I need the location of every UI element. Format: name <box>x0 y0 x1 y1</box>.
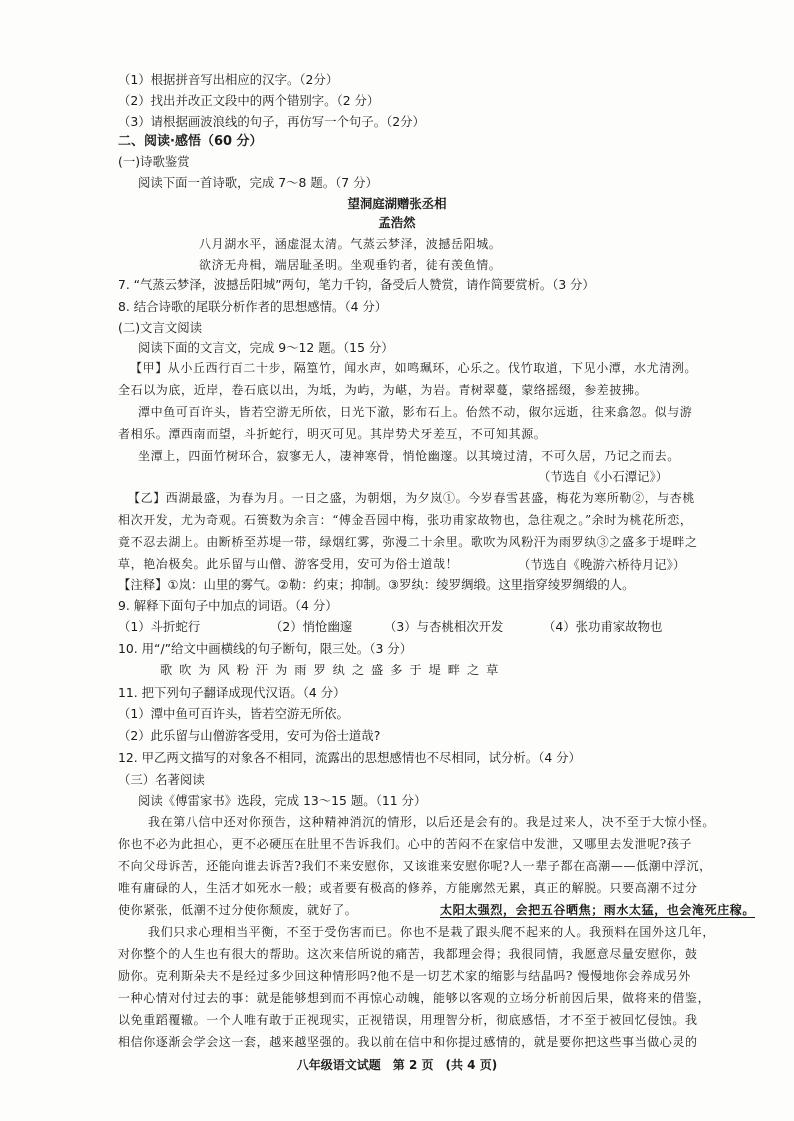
letter-line-9: 一种心情对付过去的事：就是能够想到而不再惊心动魄，能够以客观的立场分析前因后果，做将来的借鉴， <box>118 991 711 1005</box>
subsection-poetry: (一)诗歌鉴赏 <box>118 154 190 169</box>
question-9-item-1: （1）斗折蛇行 <box>118 619 201 634</box>
question-9: 9. 解释下面句子中加点的词语。（4 分） <box>118 598 338 613</box>
question-8: 8. 结合诗歌的尾联分析作者的思想感情。（4 分） <box>118 299 388 314</box>
passage-jia-line-3: 潭中鱼可百许头，皆若空游无所依，日光下澈，影布石上。佁然不动，俶尔远逝，往来翕忽。似与游 <box>138 405 693 419</box>
letter-line-7: 对你整个的人生也有很大的帮助。这次来信所说的痛苦，我都理会得；我很同情，我愿意尽量安慰你，鼓 <box>118 947 698 961</box>
letter-line-1: 我在第八信中还对你预告，这种精神消沉的情形，以后还是会有的。我是过来人，决不至于大惊小怪。 <box>148 815 716 829</box>
question-12: 12. 甲乙两文描写的对象各不相同，流露出的思想感情也不尽相同，试分析。（4 分） <box>118 750 581 765</box>
letter-line-8: 励你。克利斯朵夫不是经过多少回这种情形吗?他不是一切艺术家的缩影与结晶吗? 慢慢地你会养成另外 <box>118 969 691 983</box>
poem-author: 孟浩然 <box>378 215 416 230</box>
question-11-item-2: （2）此乐留与山僧游客受用，安可为俗士道哉? <box>118 728 381 743</box>
poem-line-1: 八月湖水平，涵虚混太清。气蒸云梦泽，波撼岳阳城。 <box>199 237 502 251</box>
passage-jia-line-4: 者相乐。潭西南而望，斗折蛇行，明灭可见。其岸势犬牙差互，不可知其源。 <box>118 427 547 441</box>
question-9-item-2: （2）悄怆幽邃 <box>270 619 353 634</box>
passage-jia-line-5: 坐潭上，四面竹树环合，寂寥无人，凄神寒骨，悄怆幽邃。以其境过清，不可久居，乃记之而去。 <box>138 449 680 463</box>
question-9-item-4: （4）张功甫家故物也 <box>543 619 663 634</box>
classical-instruction: 阅读下面的文言文，完成 9～12 题。（15 分） <box>138 340 394 355</box>
question-9-item-3: （3）与杏桃相次开发 <box>384 619 504 634</box>
question-6-2: （2）找出并改正文段中的两个错别字。（2 分） <box>118 93 380 108</box>
classics-instruction: 阅读《傅雷家书》选段，完成 13～15 题。（11 分） <box>138 793 427 808</box>
passage-jia-source: （节选自《小石潭记》） <box>538 469 669 484</box>
letter-line-6: 我们只求心理相当平衡，不至于受伤害而已。你也不是栽了跟头爬不起来的人。我预料在国外这几年， <box>148 925 716 939</box>
passage-yi-line-1: 【乙】西湖最盛，为春为月。一日之盛，为朝烟，为夕岚①。今岁春雪甚盛，梅花为寒所勒②，与杏桃 <box>128 491 696 505</box>
passage-jia-line-1: 【甲】从小丘西行百二十步，隔篁竹，闻水声，如鸣珮环，心乐之。伐竹取道，下见小潭，水尤清洌。 <box>130 361 698 375</box>
passage-yi-line-2: 相次开发，尤为奇观。石篑数为余言：“傅金吾园中梅，张功甫家故物也，急往观之。”余时为桃花所恋， <box>118 513 693 527</box>
question-6-3: （3）请根据画波浪线的句子，再仿写一个句子。（2分） <box>118 114 425 129</box>
letter-line-2: 你也不必为此担心，更不必硬压在肚里不告诉我们。心中的苦闷不在家信中发泄，又哪里去发泄呢?孩子 <box>118 837 693 851</box>
passage-yi-line-3: 竟不忍去湖上。由断桥至苏堤一带，绿烟红雾，弥漫二十余里。歌吹为风粉汗为雨罗纨③之盛多于堤畔之 <box>118 535 698 549</box>
question-10: 10. 用“/”给文中画横线的句子断句，限三处。（3 分） <box>118 641 413 656</box>
letter-line-3: 不向父母诉苦，还能向谁去诉苦?我们不来安慰你，又该谁来安慰你呢?人一辈子都在高潮——低潮中浮沉， <box>118 859 712 873</box>
question-11-item-1: （1）潭中鱼可百许头，皆若空游无所依。 <box>118 706 349 721</box>
subsection-classics: （三）名著阅读 <box>118 772 205 787</box>
letter-line-11: 相信你逐渐会学会这一套，越来越坚强的。我以前在信中和你提过感情的，就是要你把这些事当做心灵的 <box>118 1035 698 1049</box>
section-heading-reading: 二、阅读·感悟（60 分） <box>118 134 263 149</box>
question-10-sentence: 歌吹为风粉汗为雨罗纨之盛多于堤畔之草 <box>160 663 506 677</box>
letter-line-4: 唯有庸碌的人，生活才如死水一般；或者要有极高的修养，方能廓然无累，真正的解脱。只要高潮不过分 <box>118 881 698 895</box>
letter-line-5: 使你紧张，低潮不过分使你颓废，就好了。 <box>118 903 358 917</box>
poetry-instruction: 阅读下面一首诗歌，完成 7～8 题。（7 分） <box>138 175 378 190</box>
poem-line-2: 欲济无舟楫，端居耻圣明。坐观垂钓者，徒有羡鱼情。 <box>199 258 502 272</box>
letter-line-10: 以免重蹈覆辙。一个人唯有敢于正视现实，正视错误，用理智分析，彻底感悟，才不至于被回忆侵蚀。我 <box>118 1013 698 1027</box>
subsection-classical: (二)文言文阅读 <box>118 320 203 335</box>
question-7: 7. “气蒸云梦泽，波撼岳阳城”两句，笔力千钧，备受后人赞赏，请作简要赏析。（3 分） <box>118 278 595 292</box>
passage-yi-line-4: 草，艳冶极矣。此乐留与山僧、游客受用，安可为俗士道哉！ <box>118 557 459 571</box>
annotation-note: 【注释】①岚：山里的雾气。②勒：约束；抑制。③罗纨：绫罗绸缎。这里指穿绫罗绸缎的人。 <box>118 577 635 592</box>
poem-title: 望洞庭湖赠张丞相 <box>347 196 447 211</box>
question-11: 11. 把下列句子翻译成现代汉语。（4 分） <box>118 685 346 700</box>
question-6-1: （1）根据拼音写出相应的汉字。（2分） <box>118 72 339 87</box>
passage-jia-line-2: 全石以为底，近岸，卷石底以出，为坻，为屿，为嵁，为岩。青树翠蔓，蒙络摇缀，参差披拂。 <box>118 383 648 397</box>
page-footer: 八年级语文试题 第 2 页 (共 4 页) <box>296 1058 498 1072</box>
letter-underlined-sentence: 太阳太强烈，会把五谷晒焦；雨水太猛，也会淹死庄稼。 <box>440 903 756 917</box>
passage-yi-source: （节选自《晚游六桥待月记》） <box>518 557 686 572</box>
